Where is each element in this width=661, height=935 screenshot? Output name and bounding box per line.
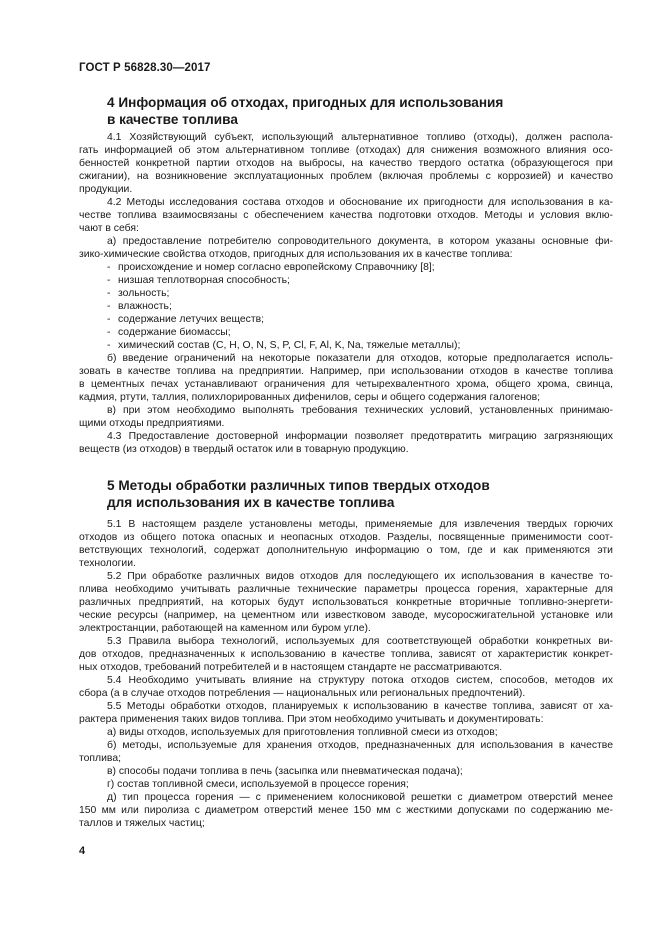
- paragraph-line: дов отходов, предназначенных к использованию в качестве топлива, зависят от характеристик конкрет-: [79, 649, 613, 660]
- paragraph-line: различных предприятий, на которых будут использоваться конкретные вторичные топливно-энергети-: [79, 597, 613, 608]
- paragraph-line: бенностей конкретной партии отходов на выбросы, на качество твердого остатка (образующегося при: [79, 158, 613, 169]
- list-item-text: содержание летучих веществ;: [118, 314, 265, 325]
- list-item-text: содержание биомассы;: [118, 327, 231, 338]
- list-item: [107, 300, 641, 313]
- list-item: [107, 326, 641, 339]
- paragraph-line: топлива;: [79, 753, 121, 764]
- list-item: [107, 313, 641, 326]
- list-item-text: химический состав (C, H, O, N, S, P, Cl, F, Al, K, Na, тяжелые металлы);: [118, 340, 461, 351]
- paragraph-line: ческие ресурсы (например, на цементном или известковом заводе, мусоросжигательной установке или: [79, 610, 613, 621]
- section-5-title-line-1: 5 Методы обработки различных типов твердых отходов: [107, 478, 490, 493]
- paragraph-line: 4.2 Методы исследования состава отходов и обоснование их пригодности для использования в ка-: [107, 197, 613, 208]
- section-4-title-line-1: 4 Информация об отходах, пригодных для использования: [107, 95, 504, 110]
- paragraph-line: честве топлива взаимосвязаны с обеспечением качества подготовки отходов. Методы и условия вклю-: [79, 210, 613, 221]
- list-dash: -: [107, 262, 111, 273]
- list-item: [107, 261, 641, 274]
- paragraph-line: технологии.: [79, 558, 136, 569]
- paragraph-line: а) предоставление потребителю сопроводительного документа, в котором указаны основные фи-: [107, 236, 613, 247]
- page-number: 4: [79, 845, 86, 857]
- paragraph-line: сбора (а в случае отходов потребления — национальных или региональных предпочтений).: [79, 688, 526, 699]
- paragraph-line: зико-химические свойства отходов, пригодных для использования их в качестве топлива:: [79, 249, 513, 260]
- paragraph-line: 150 мм или пиролиза с диаметром отверстий менее 150 мм с жесткими допусками по содержанию ме-: [79, 805, 613, 816]
- standard-header: ГОСТ Р 56828.30—2017: [79, 62, 211, 74]
- list-item-text: низшая теплотворная способность;: [118, 275, 290, 286]
- list-dash: -: [107, 327, 111, 338]
- section-4-title-line-2: в качестве топлива: [107, 112, 238, 127]
- paragraph-line: таллов и тяжелых частиц;: [79, 818, 205, 829]
- list-item: [107, 287, 641, 300]
- paragraph-line: зовать в качестве топлива на предприятии. Например, при использовании отходов в качестве топлива: [79, 366, 613, 377]
- list-dash: -: [107, 288, 111, 299]
- paragraph-line: а) виды отходов, используемых для приготовления топливной смеси из отходов;: [107, 727, 498, 738]
- paragraph-line: отходов из общего потока опасных и неопасных отходов. Разделы, посвященные применимости соот-: [79, 532, 613, 543]
- paragraph-line: б) введение ограничений на некоторые показатели для отходов, которые предполагается исполь-: [107, 353, 613, 364]
- paragraph-line: 5.3 Правила выбора технологий, используемых для соответствующей обработки конкретных ви-: [107, 636, 613, 647]
- paragraph-line: электростанции, работающей на каменном или буром угле).: [79, 623, 371, 634]
- paragraph-line: ных отходов, требований потребителей и в настоящем стандарте не рассматриваются.: [79, 662, 503, 673]
- list-item: [107, 339, 641, 352]
- paragraph-line: 5.4 Необходимо учитывать влияние на структуру потока отходов систем, способов, методов их: [107, 675, 613, 686]
- list-dash: -: [107, 340, 111, 351]
- paragraph-line: щими отходы предприятиями.: [79, 418, 225, 429]
- paragraph-line: плива необходимо учитывать различные технические параметры процесса горения, характерные для: [79, 584, 613, 595]
- paragraph-line: 5.2 При обработке различных видов отходов для последующего их использования в качестве то-: [107, 571, 613, 582]
- paragraph-line: б) методы, используемые для хранения отходов, предназначенных для использования в качестве: [107, 740, 613, 751]
- paragraph-line: д) тип процесса горения — с применением колосниковой решетки с диаметром отверстий менее: [107, 792, 613, 803]
- list-dash: -: [107, 314, 111, 325]
- paragraph-line: 4.3 Предоставление достоверной информации позволяет предотвратить миграцию загрязняющих: [107, 431, 613, 442]
- list-item-text: влажность;: [118, 301, 172, 312]
- list-dash: -: [107, 301, 111, 312]
- paragraph-line: ветствующих технологий, содержат дополнительную информацию о том, где и как применяются эти: [79, 545, 613, 556]
- paragraph-line: в цементных печах устанавливают ограничения для четырехвалентного хрома, общего хрома, свинца,: [79, 379, 613, 390]
- section-5-title-line-2: для использования их в качестве топлива: [107, 495, 395, 510]
- paragraph-line: сжигании), на возникновение эксплуатационных проблем (включая проблемы с коррозией) и качество: [79, 171, 613, 182]
- paragraph-line: рактера применения таких видов топлива. При этом необходимо учитывать и документировать:: [79, 714, 544, 725]
- paragraph-line: продукции.: [79, 184, 133, 195]
- paragraph-line: в) при этом необходимо выполнять требования технических условий, установленных принимаю-: [107, 405, 613, 416]
- paragraph-line: веществ (из отходов) в твердый остаток или в товарную продукцию.: [79, 444, 409, 455]
- paragraph-line: чают в себя:: [79, 223, 139, 234]
- list-dash: -: [107, 275, 111, 286]
- paragraph-line: 5.5 Методы обработки отходов, планируемых к использованию в качестве топлива, зависят от ха-: [107, 701, 613, 712]
- paragraph-line: г) состав топливной смеси, используемой в процессе горения;: [107, 779, 409, 790]
- list-item: [107, 274, 641, 287]
- list-item-text: зольность;: [118, 288, 170, 299]
- paragraph-line: в) способы подачи топлива в печь (засыпка или пневматическая подача);: [107, 766, 463, 777]
- paragraph-line: гать информацией об этом альтернативном топливе (отходах) для снижения возможного влияния осо-: [79, 145, 613, 156]
- paragraph-line: кадмия, ртути, таллия, полихлорированных дифенилов, серы и общего содержания галогенов;: [79, 392, 541, 403]
- paragraph-line: 4.1 Хозяйствующий субъект, использующий альтернативное топливо (отходы), должен распола-: [107, 132, 613, 143]
- list-item-text: происхождение и номер согласно европейскому Справочнику [8];: [118, 262, 435, 273]
- paragraph-line: 5.1 В настоящем разделе установлены методы, применяемые для извлечения твердых горючих: [107, 519, 613, 530]
